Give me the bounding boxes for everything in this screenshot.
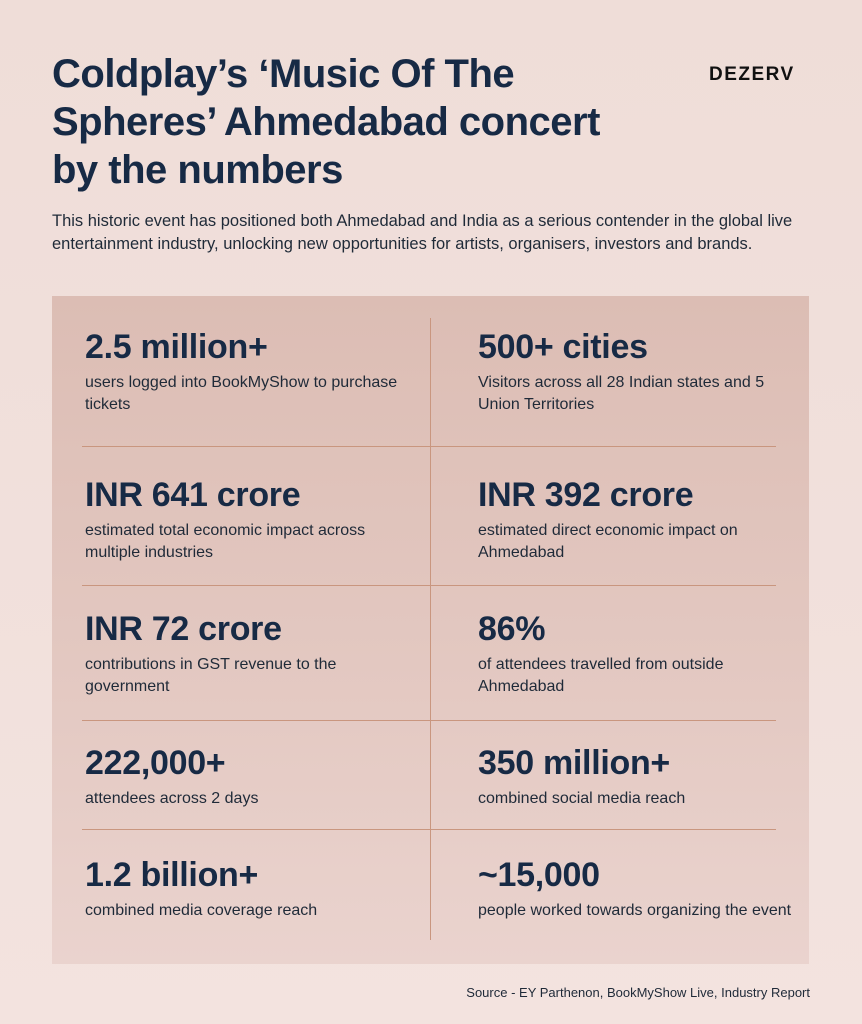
row-divider xyxy=(82,829,776,830)
stat-cell xyxy=(478,476,798,564)
stat-description: users logged into BookMyShow to purchase tickets xyxy=(85,374,398,413)
stat-cell xyxy=(478,856,798,922)
stats-card xyxy=(52,296,809,964)
stat-value: 2.5 million+ xyxy=(85,328,268,366)
stat-cell xyxy=(85,856,405,922)
stat-description: contributions in GST revenue to the government xyxy=(85,656,337,695)
stat-description: combined media coverage reach xyxy=(85,902,318,919)
stat-value: INR 641 crore xyxy=(85,476,301,514)
stat-description: attendees across 2 days xyxy=(85,790,259,807)
row-divider xyxy=(82,446,776,447)
stat-cell xyxy=(478,610,798,698)
stat-cell xyxy=(478,328,798,416)
stat-value: INR 392 crore xyxy=(478,476,694,514)
row-divider xyxy=(82,585,776,586)
stat-description: estimated direct economic impact on Ahmedabad xyxy=(478,522,738,561)
source-note: Source - EY Parthenon, BookMyShow Live, Industry Report xyxy=(466,985,810,1000)
stat-value: INR 72 crore xyxy=(85,610,282,648)
stat-cell xyxy=(85,744,405,810)
page-title: Coldplay’s ‘Music Of The Spheres’ Ahmedabad concert by the numbers xyxy=(52,52,600,192)
column-divider xyxy=(430,318,431,940)
stat-cell xyxy=(85,476,405,564)
stat-value: 86% xyxy=(478,610,546,648)
stat-description: people worked towards organizing the event xyxy=(478,902,792,919)
page-subtitle: This historic event has positioned both Ahmedabad and India as a serious contender in the global live entertainment industry, unlocking new opportunities for artists, organisers, investors and brands. xyxy=(52,212,793,253)
stat-cell xyxy=(85,610,405,698)
stat-description: Visitors across all 28 Indian states and 5 Union Territories xyxy=(478,374,765,413)
stat-description: of attendees travelled from outside Ahmedabad xyxy=(478,656,724,695)
row-divider xyxy=(82,720,776,721)
stat-description: estimated total economic impact across multiple industries xyxy=(85,522,366,561)
stat-value: ~15,000 xyxy=(478,856,600,894)
stat-value: 1.2 billion+ xyxy=(85,856,259,894)
stat-cell xyxy=(478,744,798,810)
brand-logo: DEZERV xyxy=(709,64,795,85)
stat-description: combined social media reach xyxy=(478,790,686,807)
stat-value: 500+ cities xyxy=(478,328,648,366)
stat-value: 222,000+ xyxy=(85,744,226,782)
stat-value: 350 million+ xyxy=(478,744,670,782)
stat-cell xyxy=(85,328,405,416)
